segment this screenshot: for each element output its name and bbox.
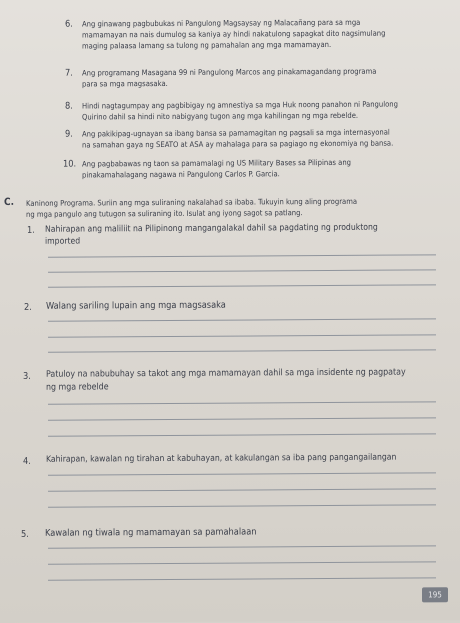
answer-line[interactable]: [48, 417, 436, 420]
item-text: na samahan gaya ng SEATO at ASA ay mahalaga para sa pagiago ng ekonomiya ng bansa.: [82, 138, 394, 150]
item-number: 9.: [65, 128, 73, 140]
section-instructions: ng mga pangulo ang tutugon sa suliraning ito. Isulat ang iyong sagot sa patlang.: [26, 208, 303, 219]
section-letter: C.: [4, 196, 15, 208]
question-text: ng mga rebelde: [46, 382, 109, 393]
question-text: Kawalan ng tiwala ng mamamayan sa pamahalaan: [45, 526, 257, 539]
answer-line[interactable]: [48, 433, 436, 436]
answer-line[interactable]: [48, 318, 436, 321]
item-number: 8.: [65, 100, 73, 112]
item-number: 10.: [63, 158, 77, 170]
answer-line[interactable]: [48, 284, 436, 287]
item-text: mamamayan na nais dumulog sa kaniya ay hindi nakatulong sapagkat dito nagsimulang: [82, 28, 386, 40]
item-text: Ang pakikipag-ugnayan sa ibang bansa sa pamamagitan ng pagsali sa mga internasyonal: [82, 127, 390, 139]
answer-line[interactable]: [48, 269, 436, 272]
answer-line[interactable]: [48, 504, 436, 507]
answer-line[interactable]: [48, 577, 436, 580]
question-text: imported: [45, 236, 81, 247]
item-number: 7.: [65, 67, 73, 79]
item-text: Hindi nagtagumpay ang pagbibigay ng amnestiya sa mga Huk noong panahon ni Pangulong: [82, 99, 398, 111]
item-text: Ang programang Masagana 99 ni Pangulong Marcos ang pinakamagandang programa: [82, 66, 377, 78]
question-number: 4.: [23, 455, 31, 467]
item-text: Quirino dahil sa hindi nito nabigyang tugon ang mga kahilingan ng mga rebelde.: [82, 110, 359, 122]
item-number: 6.: [65, 18, 73, 30]
answer-line[interactable]: [48, 545, 436, 548]
question-number: 2.: [24, 301, 32, 313]
question-number: 3.: [23, 370, 31, 382]
question-number: 1.: [27, 224, 35, 236]
item-text: pinakamahalagang nagawa ni Pangulong Carlos P. Garcia.: [82, 169, 280, 180]
answer-line[interactable]: [48, 254, 436, 257]
question-text: Walang sariling lupain ang mga magsasaka: [46, 299, 226, 312]
question-text: Kahirapan, kawalan ng tirahan at kabuhayan, at kakulangan sa iba pang pangangailangan: [46, 452, 397, 465]
answer-line[interactable]: [48, 488, 436, 491]
answer-line[interactable]: [48, 472, 436, 475]
item-text: Ang ginawang pagbubukas ni Pangulong Magsaysay ng Malacañang para sa mga: [82, 17, 361, 29]
item-text: para sa mga magsasaka.: [82, 78, 168, 89]
answer-line[interactable]: [48, 349, 436, 352]
question-text: Nahirapan ang maliliit na Pilipinong mangangalakal dahil sa pagdating ng produktong: [45, 222, 378, 235]
question-text: Patuloy na nabubuhay sa takot ang mga mamamayan dahil sa mga insidente ng pagpatay: [46, 367, 406, 380]
page-number: 195: [422, 587, 448, 602]
item-text: Ang pagbabawas ng taon sa pamamalagi ng US Military Bases sa Pilipinas ang: [82, 157, 352, 169]
question-number: 5.: [21, 528, 29, 540]
answer-line[interactable]: [48, 561, 436, 564]
item-text: maging palaasa lamang sa tulong ng pamahalan ang mga mamamayan.: [82, 39, 332, 51]
answer-line[interactable]: [48, 401, 436, 404]
section-instructions: Kaninong Programa. Suriin ang mga suliraning nakalahad sa ibaba. Tukuyin kung aling programa: [26, 196, 358, 208]
answer-line[interactable]: [48, 334, 436, 337]
